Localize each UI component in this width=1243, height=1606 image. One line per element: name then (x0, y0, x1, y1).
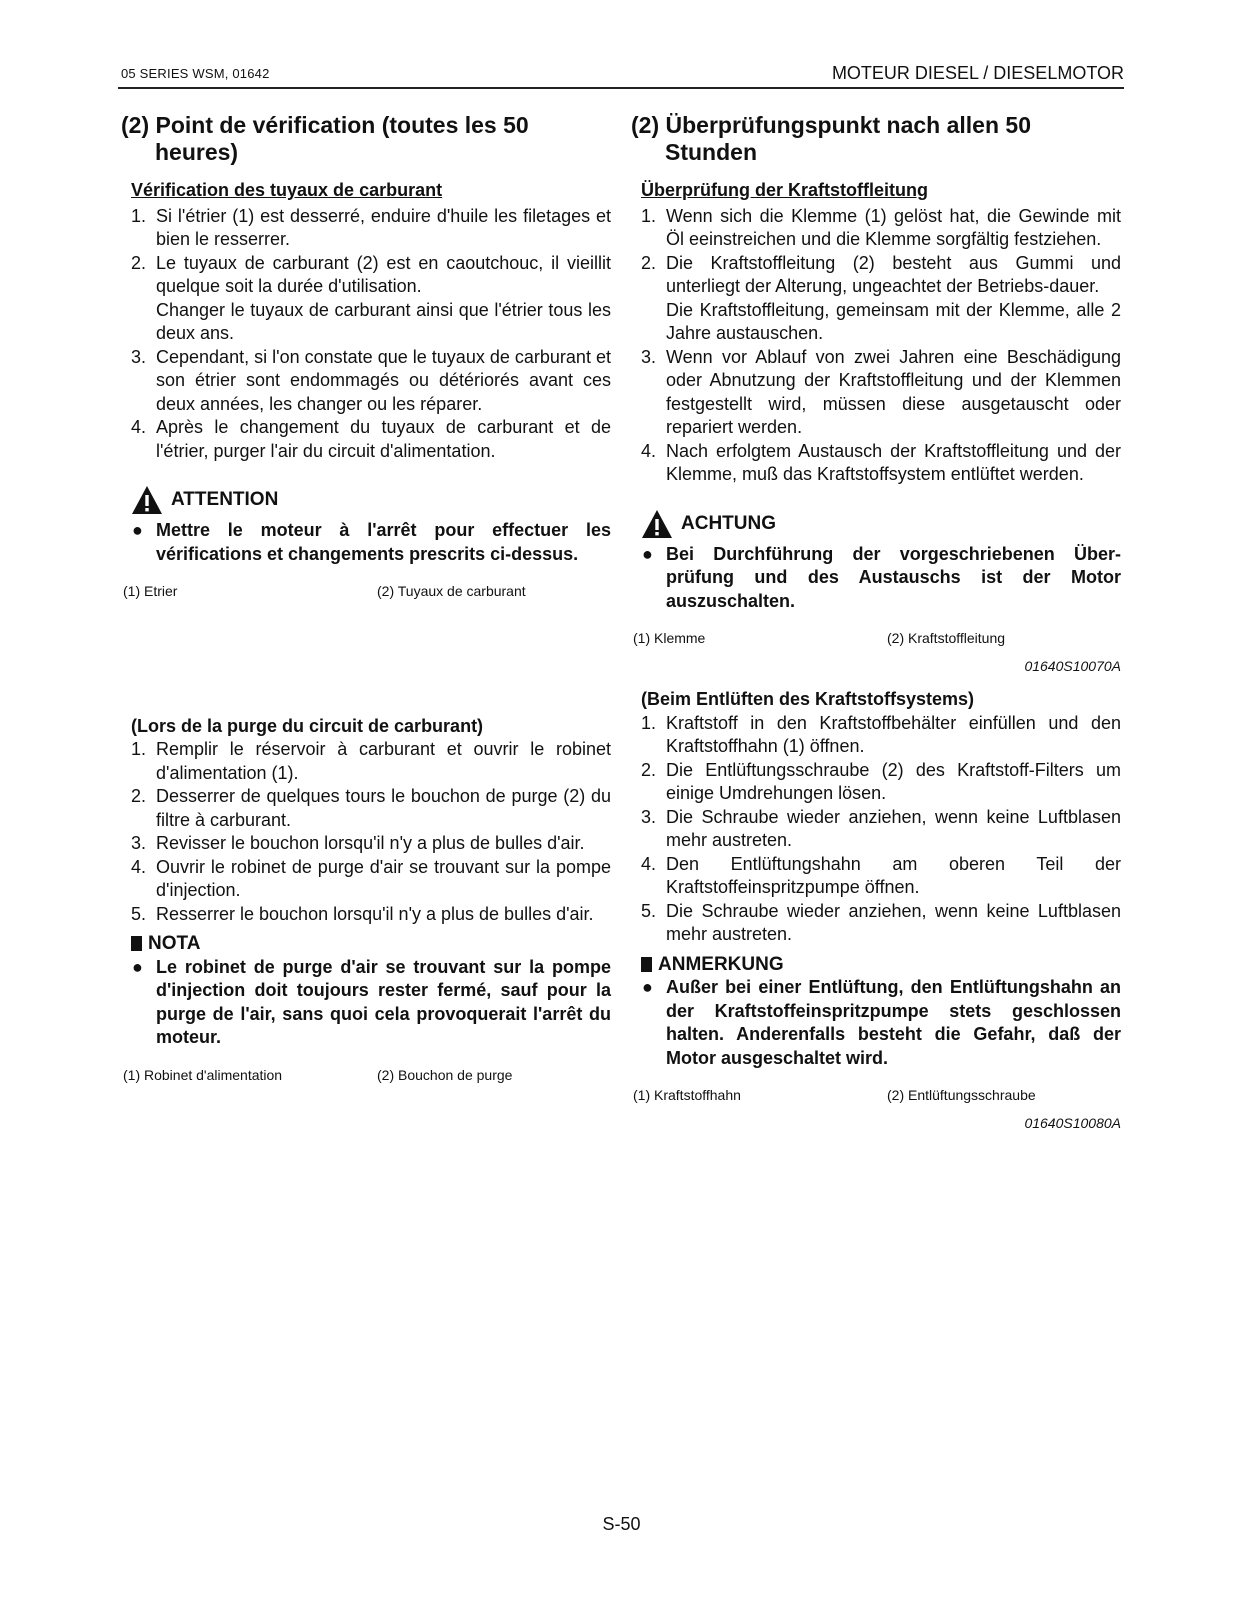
list-item: 4. Ouvrir le robinet de purge d'air se trouvant sur la pompe d'injection. (131, 856, 611, 900)
warning-text: ● Bei Durchführung der vorgeschriebenen Über-prüfung und des Austauschs ist der Motor auszuschalten. (642, 543, 1121, 611)
list-item: 3. Cependant, si l'on constate que le tuyaux de carburant et son étrier sont endommagés ou détériorés avant ces deux années, les changer ou les réparer. (131, 346, 611, 414)
list-item: 5. Resserrer le bouchon lorsqu'il n'y a plus de bulles d'air. (131, 903, 594, 924)
list-item: 2. Le tuyaux de carburant (2) est en caoutchouc, il vieillit quelque soit la durée d'utilisation. Changer le tuyaux de carburant ainsi que l'étrier tous les deux ans. (131, 252, 611, 343)
german-column (631, 112, 1121, 1135)
figure-legend: (1) Kraftstoffhahn (2) Entlüftungsschraube (633, 1087, 1036, 1103)
list-item: 2. Desserrer de quelques tours le bouchon de purge (2) du filtre à carburant. (131, 786, 611, 830)
list-item: 1. Si l'étrier (1) est desserré, enduire d'huile les filetages et bien le resserrer. (131, 205, 611, 249)
reference-code: 01640S10080A (1024, 1114, 1121, 1131)
purge-heading: (Beim Entlüften des Kraftstoffsystems) (641, 689, 975, 709)
list-item: 1. Kraftstoff in den Kraftstoffbehälter einfüllen und den Kraftstoffhahn (1) öffnen. (641, 712, 1121, 756)
french-column (121, 112, 611, 1087)
list-item: 3. Die Schraube wieder anziehen, wenn keine Luftblasen mehr austreten. (641, 806, 1121, 850)
list-item: 4. Den Entlüftungshahn am oberen Teil der Kraftstoffeinspritzpumpe öffnen. (641, 853, 1121, 897)
purge-steps (121, 738, 611, 926)
list-item: 1. Remplir le réservoir à carburant et ouvrir le robinet d'alimentation (1). (131, 739, 611, 783)
warning-label: ACHTUNG (681, 512, 776, 534)
figure-legend: (1) Etrier (2) Tuyaux de carburant (123, 583, 526, 599)
warning-text: ● Mettre le moteur à l'arrêt pour effectuer les vérifications et changements prescrits ci-dessus. (132, 520, 611, 564)
list-item: 2. Die Kraftstoffleitung (2) besteht aus Gummi und unterliegt der Alterung, ungeachtet der Betriebs-dauer. Die Kraftstoffleitung, gemeinsam mit der Klemme, alle 2 Jahre austauschen. (641, 252, 1121, 343)
list-item: 3. Revisser le bouchon lorsqu'il n'y a plus de bulles d'air. (131, 833, 585, 853)
check-heading: Überprüfung der Kraftstoffleitung (641, 180, 928, 200)
header-left: 05 SERIES WSM, 01642 (121, 66, 270, 81)
purge-steps (631, 712, 1121, 947)
check-steps (631, 205, 1121, 487)
figure-legend: (1) Robinet d'alimentation (2) Bouchon de purge (123, 1066, 513, 1083)
section-title: (2) Point de vérification (toutes les 50 heures) (121, 112, 529, 165)
header-rule (118, 87, 1124, 89)
note-square-icon (641, 957, 652, 972)
page-number: S-50 (602, 1514, 641, 1534)
warning-icon (131, 485, 163, 515)
list-item: 3. Wenn vor Ablauf von zwei Jahren eine Beschädigung oder Abnutzung der Kraftstoffleitung und der Klemmen festgestellt wird, müssen diese ausgetauscht oder repariert werden. (641, 346, 1121, 437)
list-item: 2. Die Entlüftungsschraube (2) des Kraftstoff-Filters um einige Umdrehungen lösen. (641, 759, 1121, 803)
figure-legend: (1) Klemme (2) Kraftstoffleitung (633, 630, 1006, 646)
check-heading: Vérification des tuyaux de carburant (131, 180, 443, 200)
purge-heading: (Lors de la purge du circuit de carburant) (131, 715, 484, 736)
warning-heading (131, 485, 611, 515)
note-heading: ANMERKUNG (641, 953, 1121, 977)
list-item: 5. Die Schraube wieder anziehen, wenn keine Luftblasen mehr austreten. (641, 900, 1121, 944)
list-item: 4. Après le changement du tuyaux de carburant et de l'étrier, purger l'air du circuit d'alimentation. (131, 417, 611, 461)
note-square-icon (131, 936, 142, 951)
warning-label: ATTENTION (171, 489, 279, 511)
list-item: 1. Wenn sich die Klemme (1) gelöst hat, die Gewinde mit Öl eeinstreichen und die Klemme sorgfältig festziehen. (641, 205, 1121, 249)
warning-icon (641, 509, 673, 539)
note-heading: NOTA (131, 932, 611, 956)
section-title: (2) Überprüfungspunkt nach allen 50 Stunden (631, 112, 1031, 165)
warning-heading (641, 509, 1121, 539)
list-item: 4. Nach erfolgtem Austausch der Kraftstoffleitung und der Klemme, muß das Kraftstoffsystem entlüftet werden. (641, 440, 1121, 484)
note-text: ● Außer bei einer Entlüftung, den Entlüftungshahn an der Kraftstoffeinspritzpumpe stets geschlossen halten. Anderenfalls besteht die Gefahr, daß der Motor ausgeschaltet wird. (642, 977, 1121, 1068)
header-right: MOTEUR DIESEL / DIESELMOTOR (831, 63, 1124, 83)
note-text: ● Le robinet de purge d'air se trouvant sur la pompe d'injection doit toujours rester fermé, sauf pour la purge de l'air, sans quoi cela provoquerait l'arrêt du moteur. (132, 956, 611, 1047)
reference-code: 01640S10070A (1024, 657, 1121, 674)
check-steps (121, 205, 611, 464)
